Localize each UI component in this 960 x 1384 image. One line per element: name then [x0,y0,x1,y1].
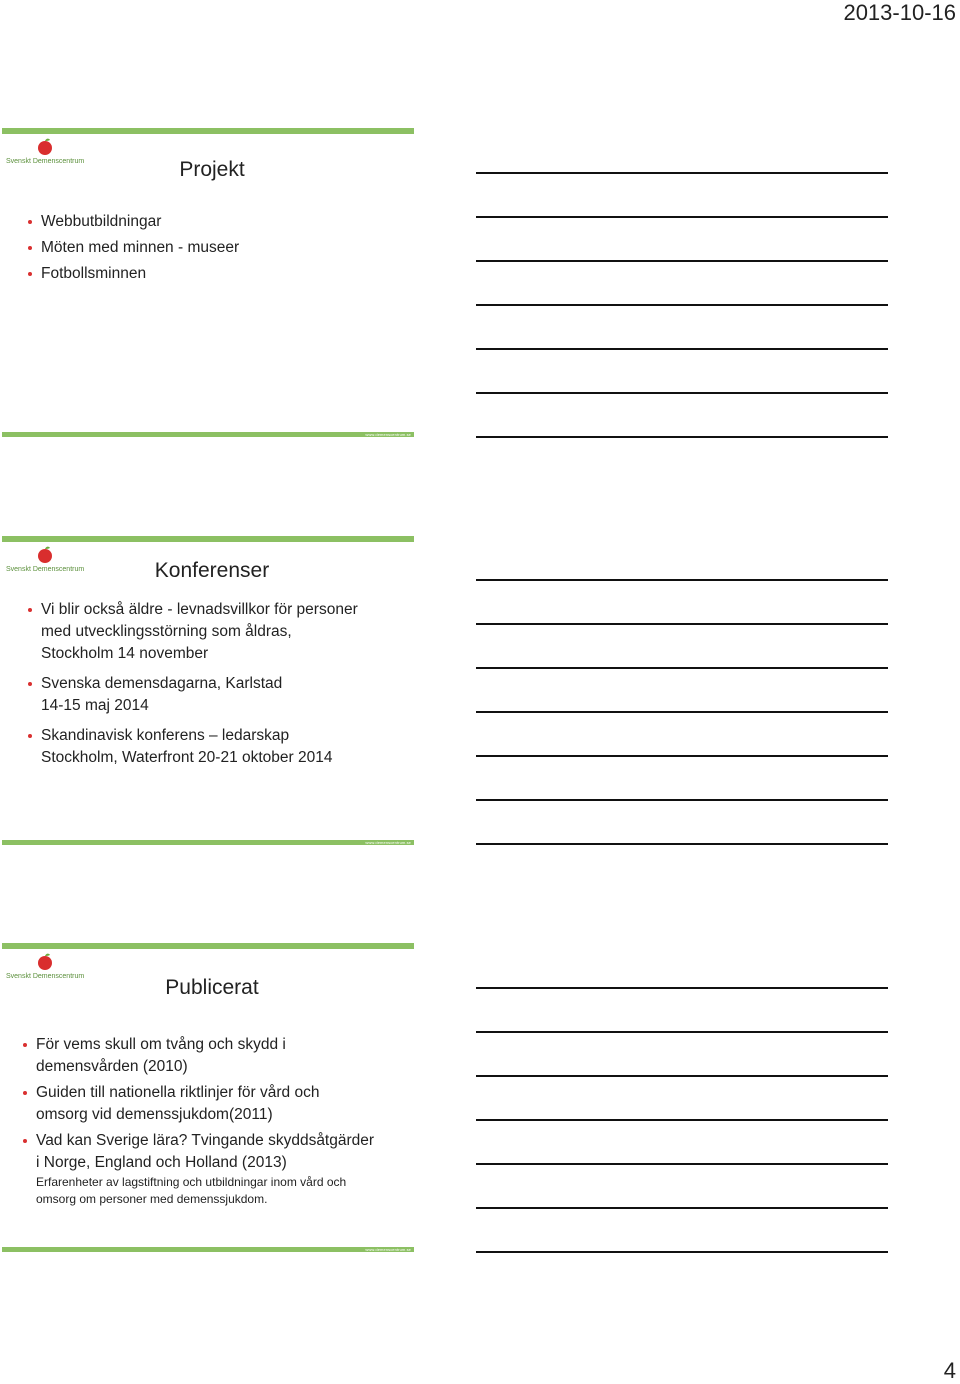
note-line [476,216,888,218]
bullet-text: Guiden till nationella riktlinjer för vård och [36,1084,320,1101]
note-line [476,987,888,989]
slide-projekt [2,128,414,440]
note-line [476,436,888,438]
note-line [476,348,888,350]
slide-bottom-bar [2,1247,414,1252]
note-line [476,667,888,669]
note-line [476,1207,888,1209]
slide-bottom-bar [2,840,414,845]
footer-url: www.demenscentrum.se [365,432,411,437]
apple-logo-icon [36,953,54,971]
list-item [23,1034,374,1078]
slide-top-bar [2,943,414,949]
bullet-text: För vems skull om tvång och skydd i [36,1036,286,1053]
note-line [476,623,888,625]
note-line [476,304,888,306]
bullet-text: Skandinavisk konferens – ledarskap [41,727,290,744]
slide-title: Konferenser [154,559,270,582]
note-line [476,1119,888,1121]
list-item [23,1130,374,1208]
list-item [28,263,239,285]
footer-url: www.demenscentrum.se [365,1247,411,1252]
note-line [476,1163,888,1165]
list-item [28,211,239,233]
list-item [28,725,358,769]
note-line [476,755,888,757]
logo-text: Svenskt Demenscentrum [6,973,85,980]
bullet-text: Svenska demensdagarna, Karlstad [41,675,283,692]
page-number: 4 [943,1358,956,1383]
logo-text: Svenskt Demenscentrum [6,158,85,165]
list-item [28,599,358,665]
note-line [476,799,888,801]
footer-url: www.demenscentrum.se [365,840,411,845]
list-item [28,237,239,259]
bullet-text: omsorg vid demenssjukdom(2011) [36,1106,273,1123]
apple-logo-icon [36,138,54,156]
slide-publicerat [2,943,414,1255]
slide-title: Projekt [179,158,245,181]
slide-konferenser [2,536,414,848]
slide-top-bar [2,536,414,542]
list-item [28,673,358,717]
bullet-text: Webbutbildningar [41,213,162,230]
bullet-text: Stockholm 14 november [41,645,209,662]
bullet-text: Fotbollsminnen [41,265,147,282]
bullet-list [28,599,358,769]
note-line [476,579,888,581]
slide-bottom-bar [2,432,414,437]
note-line [476,1075,888,1077]
bullet-note: Erfarenheter av lagstiftning och utbildningar inom vård och [36,1175,347,1189]
page-date: 2013-10-16 [843,0,956,25]
logo-text: Svenskt Demenscentrum [6,566,85,573]
bullet-note: omsorg om personer med demenssjukdom. [36,1192,268,1206]
bullet-text: i Norge, England och Holland (2013) [36,1154,287,1171]
bullet-text: demensvården (2010) [36,1058,188,1075]
note-line [476,843,888,845]
note-line [476,1031,888,1033]
bullet-text: Vad kan Sverige lära? Tvingande skyddsåtgärder [36,1132,375,1149]
bullet-text: Stockholm, Waterfront 20-21 oktober 2014 [41,749,333,766]
note-line [476,260,888,262]
note-line [476,172,888,174]
note-line [476,392,888,394]
note-line [476,1251,888,1253]
note-line [476,711,888,713]
bullet-list [28,211,239,285]
bullet-text: Möten med minnen - museer [41,239,240,256]
list-item [23,1082,374,1126]
bullet-list [23,1034,374,1208]
bullet-text: 14-15 maj 2014 [41,697,149,714]
bullet-text: med utvecklingsstörning som åldras, [41,623,292,640]
bullet-text: Vi blir också äldre - levnadsvillkor för personer [41,601,358,618]
slide-top-bar [2,128,414,134]
slide-title: Publicerat [165,976,259,999]
